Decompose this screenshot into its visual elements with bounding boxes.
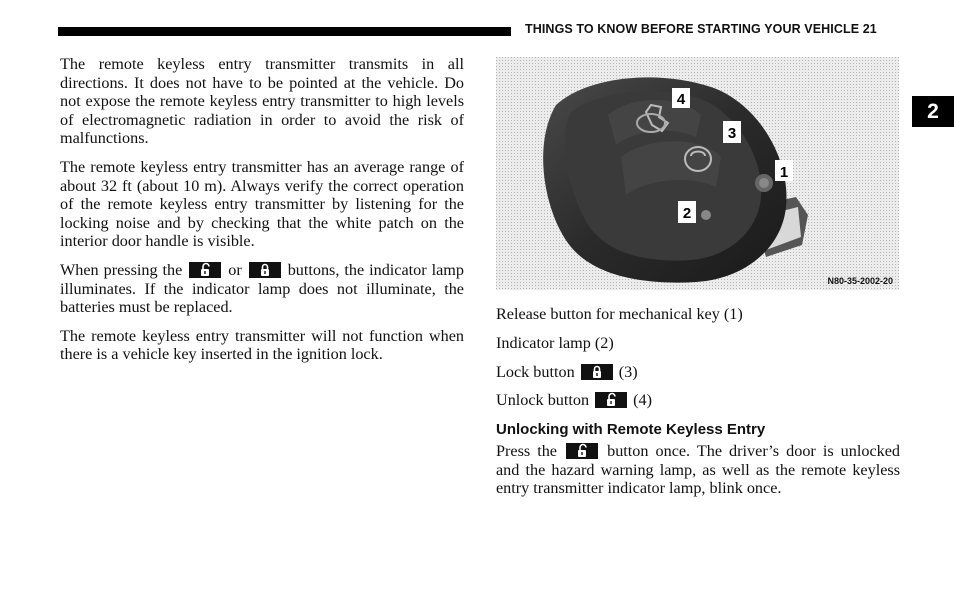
remote-key-figure xyxy=(496,57,899,290)
header-rule xyxy=(58,27,511,36)
left-column xyxy=(60,55,464,374)
legend-item-indicator-lamp: Indicator lamp (2) xyxy=(496,334,614,352)
paragraph-unlocking xyxy=(496,442,900,498)
lock-icon xyxy=(249,262,281,278)
running-head: THINGS TO KNOW BEFORE STARTING YOUR VEHICLE 21 xyxy=(525,22,877,36)
callout-1: 1 xyxy=(779,164,789,181)
chapter-tab: 2 xyxy=(912,96,954,127)
callout-4: 4 xyxy=(676,91,686,108)
text-indicator-lamp-illuminates: buttons, the indicator lamp illuminates. If the indicator lamp does not illuminate, the batteries must be replaced. xyxy=(60,260,464,317)
unlock-button-number: (4) xyxy=(633,391,653,409)
legend-item-unlock-button xyxy=(496,391,652,410)
text-press-the: Press the xyxy=(496,442,557,460)
unlock-icon xyxy=(595,392,627,408)
unlock-icon xyxy=(189,262,221,278)
paragraph-ignition-lock: The remote keyless entry transmitter will not function when there is a vehicle key inserted in the ignition lock. xyxy=(60,326,464,364)
paragraph-transmission: The remote keyless entry transmitter transmits in all directions. It does not have to be pointed at the vehicle. Do not expose the remote keyless entry transmitter to high levels of electromagnetic radiation in order to avoid the risk of malfunctions. xyxy=(60,55,464,148)
text-or: or xyxy=(228,260,242,279)
callout-3: 3 xyxy=(727,125,737,142)
paragraph-range: The remote keyless entry transmitter has an average range of about 32 ft (about 10 m). Always verify the correct operation of the remote keyless entry transmitter by listening for the locking noise and by checking that the white patch on the interior door handle is visible. xyxy=(60,157,464,251)
lock-button-label: Lock button xyxy=(496,363,575,381)
text-button-once: button once. The driver’s door is unlocked and the hazard warning lamp, as well as the remote keyless entry transmitter indicator lamp, blink once. xyxy=(496,442,901,498)
remote-key-fob-illustration xyxy=(496,57,899,290)
section-heading: Unlocking with Remote Keyless Entry xyxy=(496,421,766,438)
paragraph-indicator-lamp xyxy=(60,261,464,317)
legend-item-release-button: Release button for mechanical key (1) xyxy=(496,305,743,323)
lock-icon xyxy=(581,364,613,380)
figure-code: N80-35-2002-20 xyxy=(827,276,893,286)
legend-item-lock-button xyxy=(496,363,638,382)
text-when-pressing: When pressing the xyxy=(60,260,183,279)
unlock-button-label: Unlock button xyxy=(496,391,590,409)
unlock-icon xyxy=(566,443,598,459)
lock-button-number: (3) xyxy=(618,363,638,381)
callout-2: 2 xyxy=(682,205,692,222)
